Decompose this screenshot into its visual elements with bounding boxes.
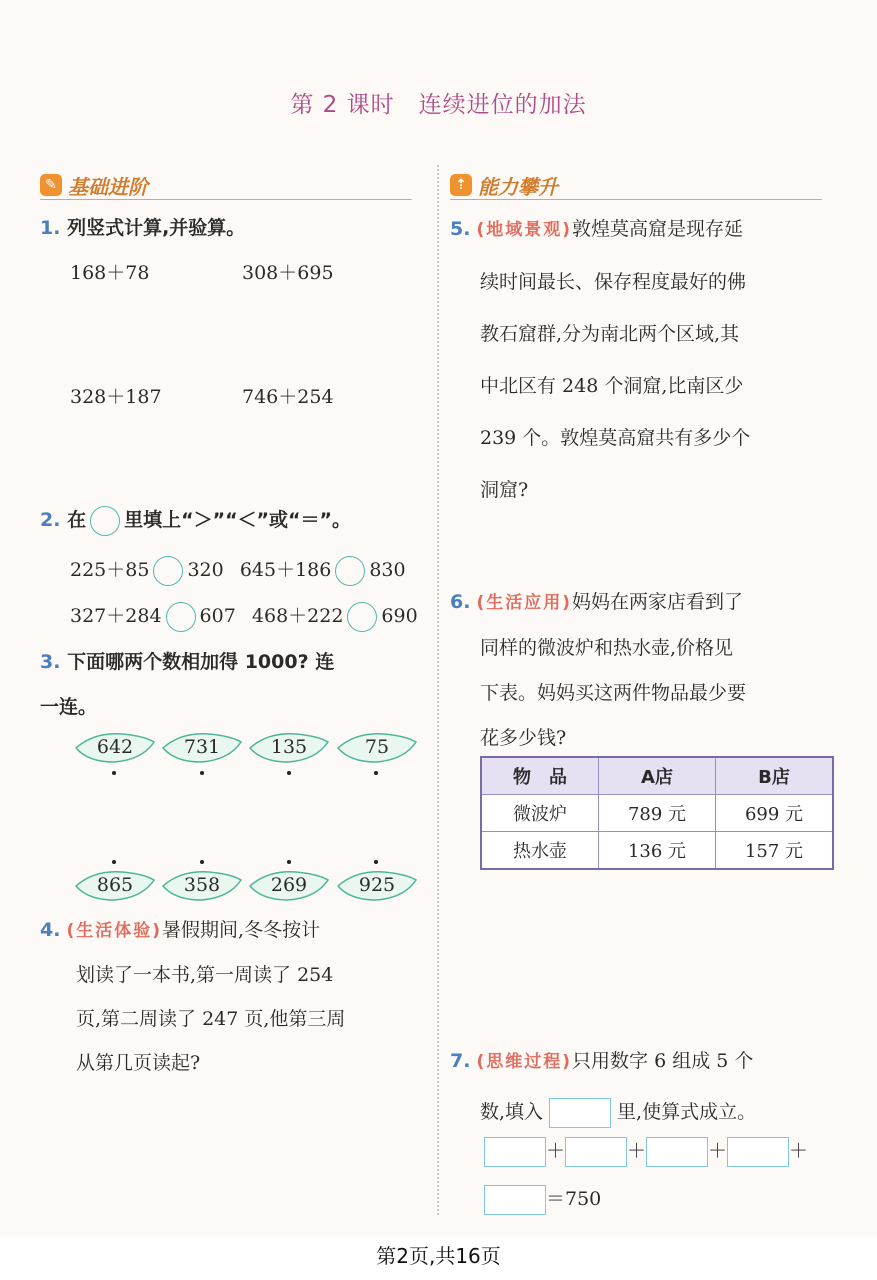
leaf-number: 269 [270,874,308,896]
number-leaf[interactable] [248,730,330,766]
question-text: 暑假期间,冬冬按计 [162,919,321,941]
number-leaf[interactable] [74,868,156,904]
question-3 [40,640,420,730]
equation-row [484,1184,601,1215]
question-number: 3. [40,651,61,673]
question-text: 续时间最长、保存程度最好的佛 [480,271,747,293]
question-text: 划读了一本书,第一周读了 254 [76,964,334,986]
connect-dot[interactable] [374,771,378,775]
lesson-topic: 连续进位的加法 [418,92,587,118]
plus-sign: ＋ [546,1140,566,1162]
number-leaf[interactable] [336,730,418,766]
question-number: 5. [450,218,471,240]
question-6 [450,580,850,761]
price-table [480,756,834,870]
question-5 [450,203,850,516]
compare-row [70,555,406,586]
question-2 [40,498,351,543]
question-number: 2. [40,509,61,531]
answer-circle[interactable] [166,602,196,632]
leaf-number: 925 [358,874,396,896]
table-header: B店 [716,757,834,795]
answer-box[interactable] [646,1137,708,1167]
compare-row [70,601,418,632]
number-leaf[interactable] [248,868,330,904]
question-text: 下表。妈妈买这两件物品最少要 [480,682,747,704]
question-text: 里填上“＞”“＜”或“＝”。 [124,509,352,531]
equation-result: ＝750 [546,1188,602,1210]
compare-right: 607 [199,605,236,627]
section-underline [40,199,412,200]
question-text: 洞窟? [480,479,529,501]
lesson-number: 第 2 课时 [290,92,395,118]
table-cell: 热水壶 [481,832,599,870]
answer-circle[interactable] [347,602,377,632]
equation-row [484,1136,808,1167]
compare-right: 690 [381,605,418,627]
table-row [481,795,833,832]
question-text: 一连。 [40,696,98,718]
table-cell: 699 元 [716,795,834,832]
question-4 [40,908,430,1085]
answer-box[interactable] [727,1137,789,1167]
compare-left: 468＋222 [251,605,344,627]
answer-box[interactable] [484,1137,546,1167]
question-text: 教石窟群,分为南北两个区域,其 [480,323,740,345]
connect-dot[interactable] [287,860,291,864]
table-header: A店 [599,757,716,795]
question-text: 数,填入 [480,1101,544,1123]
question-text: 敦煌莫高窟是现存延 [572,218,744,240]
section-label-basic: 基础进阶 [68,175,148,199]
number-leaf[interactable] [161,730,243,766]
plus-sign: ＋ [789,1140,809,1162]
compare-right: 830 [369,559,406,581]
compare-left: 645＋186 [239,559,332,581]
question-text: 妈妈在两家店看到了 [572,591,744,613]
compare-left: 327＋284 [70,605,162,627]
leaf-number: 135 [270,736,308,758]
leaf-number: 642 [96,736,134,758]
question-1 [40,206,245,251]
table-cell: 微波炉 [481,795,599,832]
expression: 328＋187 [70,386,162,408]
connect-dot[interactable] [374,860,378,864]
plus-sign: ＋ [708,1140,728,1162]
leaf-number: 358 [183,874,221,896]
question-text: 列竖式计算,并验算。 [67,217,246,239]
leaf-number: 865 [96,874,134,896]
table-cell: 157 元 [716,832,834,870]
question-text: 从第几页读起? [76,1052,201,1074]
page-indicator: 第2页,共16页 [376,1244,501,1268]
leaf-number: 731 [183,736,221,758]
table-row [481,832,833,870]
expression: 168＋78 [70,262,150,284]
connect-dot[interactable] [112,860,116,864]
number-leaf[interactable] [336,868,418,904]
connect-dot[interactable] [112,771,116,775]
question-number: 4. [40,919,61,941]
question-text: 中北区有 248 个洞窟,比南区少 [480,375,744,397]
expression: 308＋695 [242,262,334,284]
section-label-advanced: 能力攀升 [478,175,558,199]
pencil-icon: ✎ [40,174,62,196]
answer-box[interactable] [484,1185,546,1215]
section-header-basic [40,168,412,202]
answer-circle[interactable] [90,506,120,536]
answer-box[interactable] [565,1137,627,1167]
answer-box-sample [549,1098,611,1128]
question-text: 里,使算式成立。 [617,1101,757,1123]
ladder-icon: ⇡ [450,174,472,196]
question-tag: (生活应用) [476,593,573,613]
section-underline [450,199,822,200]
question-text: 页,第二周读了 247 页,他第三周 [76,1008,346,1030]
table-header: 物 品 [481,757,599,795]
compare-left: 225＋85 [70,559,150,581]
section-header-advanced [450,168,822,202]
question-text: 下面哪两个数相加得 1000? 连 [67,651,335,673]
table-cell: 136 元 [599,832,716,870]
question-text: 只用数字 6 组成 5 个 [572,1050,754,1072]
question-tag: (思维过程) [476,1052,573,1072]
question-number: 6. [450,591,471,613]
question-tag: (生活体验) [66,921,163,941]
plus-sign: ＋ [627,1140,647,1162]
question-number: 1. [40,217,61,239]
question-text: 同样的微波炉和热水壶,价格见 [480,637,734,659]
number-leaf[interactable] [74,730,156,766]
answer-circle[interactable] [335,556,365,586]
number-leaf[interactable] [161,868,243,904]
column-divider [437,165,439,1215]
question-text: 239 个。敦煌莫高窟共有多少个 [480,427,751,449]
table-header-row [481,757,833,795]
connect-dot[interactable] [287,771,291,775]
question-7 [450,1036,850,1137]
connect-dot[interactable] [200,860,204,864]
question-number: 7. [450,1050,471,1072]
expression: 746＋254 [242,386,334,408]
leaf-number: 75 [364,736,390,758]
compare-right: 320 [187,559,224,581]
connect-dot[interactable] [200,771,204,775]
lesson-title [0,86,877,119]
answer-circle[interactable] [153,556,183,586]
question-tag: (地域景观) [476,220,573,240]
table-cell: 789 元 [599,795,716,832]
question-text: 花多少钱? [480,727,567,749]
question-text: 在 [67,509,87,531]
